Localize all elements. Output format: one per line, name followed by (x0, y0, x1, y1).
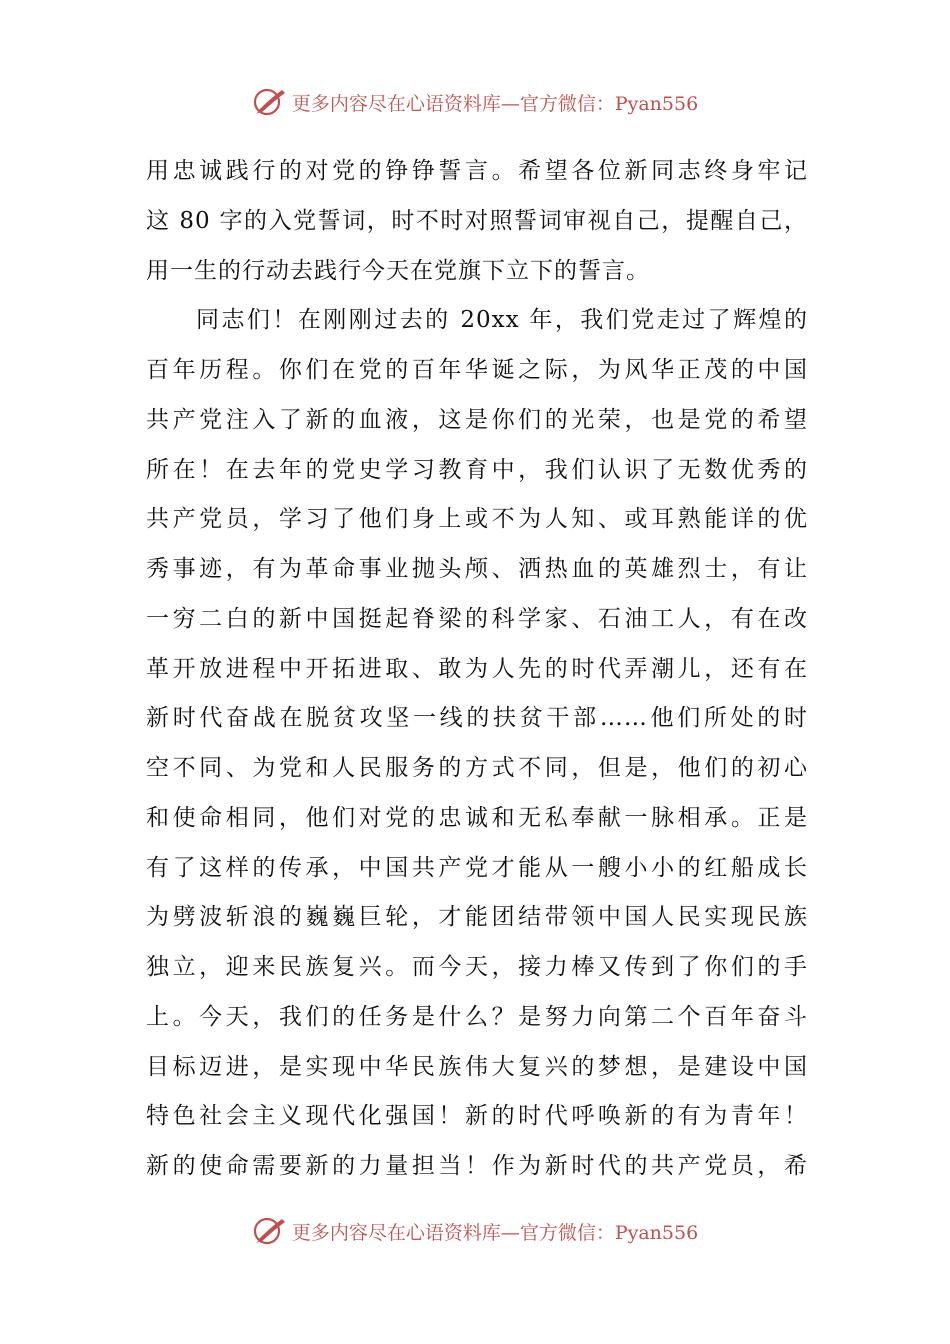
header-watermark (0, 82, 950, 122)
text-line: 一穷二白的新中国挺起脊梁的科学家、石油工人，有在改 (146, 605, 808, 632)
document-body (146, 147, 808, 1192)
watermark-text: 更多内容尽在心语资料库—官方微信：Pyan556 (291, 1221, 699, 1244)
text-line: 秀事迹，有为革命事业抛头颅、洒热血的英雄烈士，有让 (146, 556, 808, 582)
text-line: 特色社会主义现代化强国！新的时代呼唤新的有为青年！ (146, 1103, 808, 1130)
text-line: 上。今天，我们的任务是什么？是努力向第二个百年奋斗 (146, 1003, 808, 1030)
watermark-text: 更多内容尽在心语资料库—官方微信：Pyan556 (291, 92, 699, 115)
text-line: 新的使命需要新的力量担当！作为新时代的共产党员，希 (146, 1153, 808, 1179)
text-line: 共产党员，学习了他们身上或不为人知、或耳熟能详的优 (146, 506, 808, 533)
text-line: 共产党注入了新的血液，这是你们的光荣，也是党的希望 (146, 406, 808, 433)
paragraph-first-line: 同志们！在刚刚过去的 20xx 年，我们党走过了辉煌的 (196, 307, 808, 334)
text-line: 所在！在去年的党史学习教育中，我们认识了无数优秀的 (146, 456, 808, 483)
text-line: 为劈波斩浪的巍巍巨轮，才能团结带领中国人民实现民族 (146, 904, 808, 931)
text-line: 革开放进程中开拓进取、敢为人先的时代弄潮儿，还有在 (146, 655, 808, 682)
footer-watermark (0, 1211, 950, 1251)
text-line: 有了这样的传承，中国共产党才能从一艘小小的红船成长 (146, 854, 808, 881)
text-line: 这 80 字的入党誓词，时不时对照誓词审视自己，提醒自己， (146, 207, 808, 234)
text-line: 空不同、为党和人民服务的方式不同，但是，他们的初心 (146, 755, 808, 781)
text-line: 用忠诚践行的对党的铮铮誓言。希望各位新同志终身牢记 (146, 158, 808, 184)
text-line: 百年历程。你们在党的百年华诞之际，为风华正茂的中国 (146, 357, 808, 383)
text-line: 用一生的行动去践行今天在党旗下立下的誓言。 (146, 257, 650, 284)
text-line: 和使命相同，他们对党的忠诚和无私奉献一脉相承。正是 (146, 804, 808, 831)
text-line: 目标迈进，是实现中华民族伟大复兴的梦想，是建设中国 (146, 1053, 808, 1080)
text-line: 新时代奋战在脱贫攻坚一线的扶贫干部……他们所处的时 (146, 705, 808, 732)
pen-circle-logo-icon (252, 1216, 288, 1246)
text-line: 独立，迎来民族复兴。而今天，接力棒又传到了你们的手 (146, 954, 808, 980)
pen-circle-logo-icon (252, 87, 288, 117)
